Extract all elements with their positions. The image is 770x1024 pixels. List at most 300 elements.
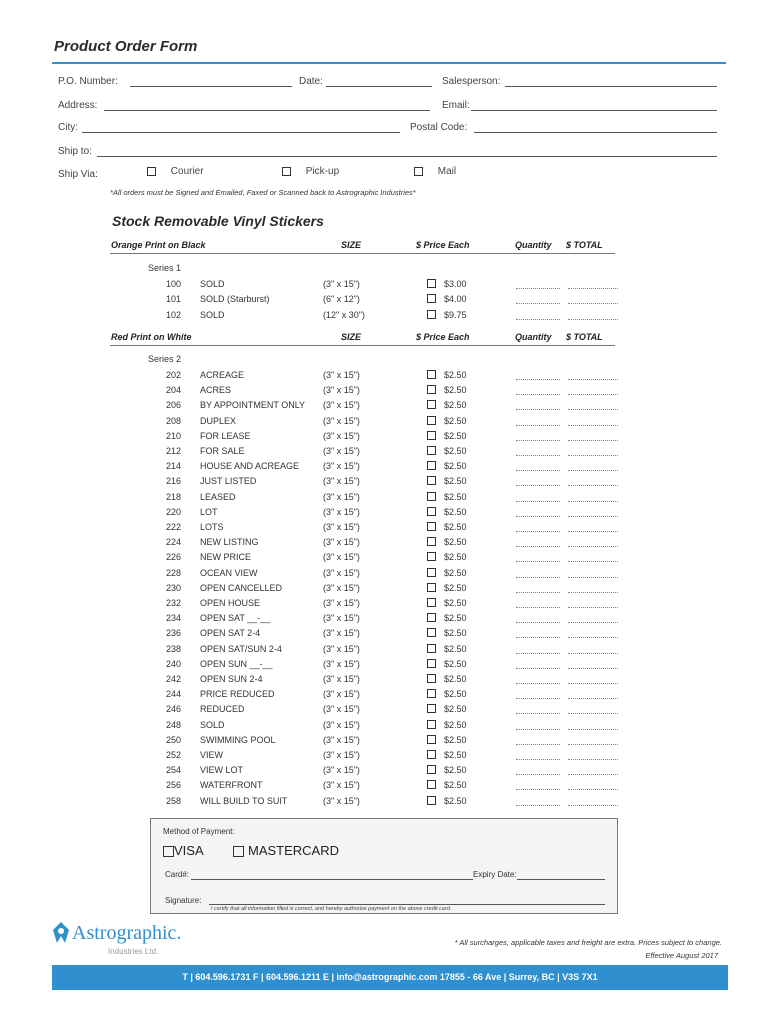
- salesperson-field[interactable]: [505, 86, 717, 87]
- item-price: $2.50: [444, 689, 467, 700]
- item-label: SOLD: [200, 309, 225, 320]
- quantity-field[interactable]: [516, 516, 560, 517]
- signature-field[interactable]: [209, 904, 605, 905]
- item-size: (12" x 30"): [323, 309, 365, 320]
- quantity-field[interactable]: [516, 759, 560, 760]
- item-checkbox[interactable]: [427, 461, 436, 470]
- quantity-field[interactable]: [516, 683, 560, 684]
- item-price: $2.50: [444, 491, 467, 502]
- item-number: 100: [165, 279, 181, 289]
- pickup-label: Pick-up: [305, 166, 340, 177]
- item-checkbox[interactable]: [427, 370, 436, 379]
- total-field[interactable]: [568, 501, 618, 502]
- quantity-field[interactable]: [516, 409, 560, 410]
- total-field[interactable]: [568, 303, 618, 304]
- email-label: Email:: [442, 100, 470, 111]
- item-size: (3" x 15"): [323, 279, 360, 289]
- series1-label: Series 1: [148, 263, 182, 273]
- quantity-field[interactable]: [516, 577, 560, 578]
- item-label: LEASED: [200, 491, 236, 502]
- group1-heading: Orange Print on Black: [111, 240, 206, 250]
- item-price: $2.50: [444, 415, 467, 426]
- expiry-date-field[interactable]: [517, 879, 605, 880]
- quantity-field[interactable]: [516, 592, 560, 593]
- item-row: [0, 628, 770, 643]
- item-size: (3" x 15"): [323, 461, 360, 472]
- item-number: 256: [165, 780, 181, 791]
- payment-method-label: Method of Payment:: [163, 827, 235, 836]
- item-label: WILL BUILD TO SUIT: [200, 795, 288, 806]
- item-number: 236: [165, 628, 181, 639]
- item-number: 206: [165, 400, 181, 411]
- series2-label: Series 2: [148, 354, 182, 364]
- item-checkbox[interactable]: [427, 720, 436, 729]
- item-checkbox[interactable]: [427, 400, 436, 409]
- section-title: Stock Removable Vinyl Stickers: [112, 213, 324, 229]
- ship-mail-option[interactable]: [414, 166, 456, 177]
- item-price: $2.50: [444, 567, 467, 578]
- item-price: $2.50: [444, 734, 467, 745]
- quantity-field[interactable]: [516, 607, 560, 608]
- item-price: $3.00: [444, 279, 467, 289]
- item-checkbox[interactable]: [427, 628, 436, 637]
- item-number: 258: [165, 795, 181, 806]
- group2-heading: Red Print on White: [111, 332, 192, 342]
- item-row: [0, 310, 770, 325]
- date-field[interactable]: [326, 86, 432, 87]
- item-checkbox[interactable]: [427, 522, 436, 531]
- item-price: $2.50: [444, 385, 467, 396]
- item-size: (3" x 15"): [323, 704, 360, 715]
- item-price: $2.50: [444, 430, 467, 441]
- item-size: (3" x 15"): [323, 476, 360, 487]
- total-field[interactable]: [568, 470, 618, 471]
- item-label: LOTS: [200, 522, 224, 532]
- ship-via-label: Ship Via:: [58, 169, 98, 180]
- total-field[interactable]: [568, 744, 618, 745]
- visa-option[interactable]: [163, 843, 204, 858]
- submission-note: *All orders must be Signed and Emailed, Faxed or Scanned back to Astrographic Industries*: [110, 188, 416, 197]
- item-price: $2.50: [444, 780, 467, 791]
- item-label: SOLD: [200, 279, 225, 289]
- item-number: 210: [165, 430, 181, 441]
- total-field[interactable]: [568, 440, 618, 441]
- item-price: $4.00: [444, 294, 467, 305]
- total-field[interactable]: [568, 319, 618, 320]
- item-label: SWIMMING POOL: [200, 734, 276, 745]
- total-field[interactable]: [568, 759, 618, 760]
- quantity-field[interactable]: [516, 805, 560, 806]
- item-row: [0, 279, 770, 294]
- item-checkbox[interactable]: [427, 507, 436, 516]
- item-checkbox[interactable]: [427, 492, 436, 501]
- item-size: (3" x 15"): [323, 719, 360, 730]
- item-price: $2.50: [444, 537, 467, 548]
- logo-subtitle: Industries Ltd.: [108, 947, 159, 956]
- item-label: DUPLEX: [200, 415, 237, 426]
- item-number: 218: [165, 491, 181, 502]
- quantity-field[interactable]: [516, 425, 560, 426]
- header-rule: [110, 345, 615, 346]
- item-price: $2.50: [444, 674, 467, 684]
- item-row: [0, 598, 770, 613]
- mastercard-option[interactable]: [233, 843, 339, 858]
- total-header: $ TOTAL: [566, 240, 603, 250]
- price-each-header: $ Price Each: [416, 240, 470, 250]
- item-size: (3" x 15"): [323, 567, 360, 578]
- quantity-header: Quantity: [515, 240, 552, 250]
- item-size: (3" x 15"): [323, 506, 360, 517]
- total-field[interactable]: [568, 592, 618, 593]
- item-price: $2.50: [444, 628, 467, 639]
- item-size: (3" x 15"): [323, 643, 360, 654]
- quantity-field[interactable]: [516, 668, 560, 669]
- total-field[interactable]: [568, 698, 618, 699]
- item-row: [0, 492, 770, 507]
- quantity-field[interactable]: [516, 531, 560, 532]
- item-row: [0, 644, 770, 659]
- disclaimer-line2: Effective August 2017: [645, 951, 718, 960]
- item-label: SOLD (Starburst): [200, 294, 270, 305]
- item-label: LOT: [200, 506, 218, 517]
- item-checkbox[interactable]: [427, 659, 436, 668]
- total-field[interactable]: [568, 607, 618, 608]
- total-field[interactable]: [568, 561, 618, 562]
- item-price: $2.50: [444, 643, 467, 654]
- total-field[interactable]: [568, 789, 618, 790]
- item-label: BY APPOINTMENT ONLY: [200, 400, 306, 411]
- signature-label: Signature:: [165, 896, 202, 905]
- item-label: VIEW LOT: [200, 765, 244, 776]
- mastercard-checkbox[interactable]: [233, 846, 244, 857]
- item-checkbox[interactable]: [427, 310, 436, 319]
- price-each-header: $ Price Each: [416, 332, 470, 342]
- item-checkbox[interactable]: [427, 613, 436, 622]
- visa-label: VISA: [174, 843, 204, 858]
- item-label: OPEN HOUSE: [200, 598, 261, 608]
- item-checkbox[interactable]: [427, 446, 436, 455]
- total-field[interactable]: [568, 516, 618, 517]
- item-size: (3" x 15"): [323, 750, 360, 760]
- item-size: (3" x 15"): [323, 628, 360, 639]
- item-label: WATERFRONT: [200, 780, 263, 791]
- po-number-field[interactable]: [130, 86, 292, 87]
- item-price: $2.50: [444, 506, 467, 517]
- item-price: $2.50: [444, 522, 467, 532]
- item-size: (3" x 15"): [323, 795, 360, 806]
- quantity-field[interactable]: [516, 729, 560, 730]
- item-size: (3" x 15"): [323, 430, 360, 441]
- item-checkbox[interactable]: [427, 537, 436, 546]
- item-size: (3" x 15"): [323, 446, 360, 456]
- item-number: 232: [165, 598, 181, 608]
- item-label: NEW PRICE: [200, 552, 252, 563]
- address-field[interactable]: [104, 110, 430, 111]
- total-field[interactable]: [568, 425, 618, 426]
- item-checkbox[interactable]: [427, 583, 436, 592]
- mail-label: Mail: [437, 166, 457, 177]
- item-row: [0, 507, 770, 522]
- item-price: $2.50: [444, 750, 467, 760]
- item-price: $2.50: [444, 719, 467, 730]
- item-label: FOR SALE: [200, 446, 245, 456]
- total-field[interactable]: [568, 805, 618, 806]
- item-row: [0, 704, 770, 719]
- email-field[interactable]: [471, 110, 717, 111]
- item-number: 208: [165, 415, 181, 426]
- quantity-field[interactable]: [516, 485, 560, 486]
- total-field[interactable]: [568, 774, 618, 775]
- item-row: [0, 400, 770, 415]
- item-size: (3" x 15"): [323, 491, 360, 502]
- item-price: $2.50: [444, 370, 467, 380]
- item-checkbox[interactable]: [427, 476, 436, 485]
- quantity-field[interactable]: [516, 440, 560, 441]
- quantity-field[interactable]: [516, 744, 560, 745]
- payment-box: [150, 818, 618, 914]
- total-field[interactable]: [568, 713, 618, 714]
- item-price: $2.50: [444, 461, 467, 472]
- quantity-field[interactable]: [516, 713, 560, 714]
- total-field[interactable]: [568, 729, 618, 730]
- item-label: ACREAGE: [200, 370, 245, 380]
- item-price: $2.50: [444, 598, 467, 608]
- item-price: $2.50: [444, 795, 467, 806]
- contact-footer: T | 604.596.1731 F | 604.596.1211 E | info@astrographic.com 17855 - 66 Ave | Surrey, BC | V3S 7X1: [52, 965, 728, 990]
- total-field[interactable]: [568, 288, 618, 289]
- item-checkbox[interactable]: [427, 598, 436, 607]
- item-checkbox[interactable]: [427, 796, 436, 805]
- total-field[interactable]: [568, 485, 618, 486]
- item-label: PRICE REDUCED: [200, 689, 275, 700]
- item-number: 216: [165, 476, 181, 487]
- item-row: [0, 537, 770, 552]
- total-field[interactable]: [568, 531, 618, 532]
- item-checkbox[interactable]: [427, 552, 436, 561]
- item-number: 250: [165, 734, 181, 745]
- item-row: [0, 568, 770, 583]
- quantity-field[interactable]: [516, 546, 560, 547]
- quantity-field[interactable]: [516, 455, 560, 456]
- total-field[interactable]: [568, 455, 618, 456]
- item-checkbox[interactable]: [427, 765, 436, 774]
- item-checkbox[interactable]: [427, 750, 436, 759]
- item-size: (6" x 12"): [323, 294, 360, 305]
- total-field[interactable]: [568, 546, 618, 547]
- item-price: $2.50: [444, 552, 467, 563]
- total-field[interactable]: [568, 653, 618, 654]
- item-row: [0, 446, 770, 461]
- disclaimer-line1: * All surcharges, applicable taxes and freight are extra. Prices subject to change.: [454, 938, 722, 947]
- item-row: [0, 689, 770, 704]
- postal-code-field[interactable]: [474, 132, 717, 133]
- total-field[interactable]: [568, 409, 618, 410]
- item-label: OPEN SUN __-__: [200, 658, 273, 669]
- total-header: $ TOTAL: [566, 332, 603, 342]
- card-number-field[interactable]: [191, 879, 473, 880]
- item-size: (3" x 15"): [323, 598, 360, 608]
- item-size: (3" x 15"): [323, 613, 360, 624]
- ship-to-field[interactable]: [97, 156, 717, 157]
- item-number: 238: [165, 643, 181, 654]
- item-number: 244: [165, 689, 181, 700]
- visa-checkbox[interactable]: [163, 846, 174, 857]
- item-checkbox[interactable]: [427, 568, 436, 577]
- item-row: [0, 522, 770, 537]
- item-checkbox[interactable]: [427, 431, 436, 440]
- item-price: $2.50: [444, 582, 467, 593]
- quantity-field[interactable]: [516, 622, 560, 623]
- title-rule: [52, 62, 726, 64]
- item-size: (3" x 15"): [323, 400, 360, 411]
- item-size: (3" x 15"): [323, 522, 360, 532]
- city-field[interactable]: [82, 132, 400, 133]
- city-label: City:: [58, 122, 78, 133]
- item-checkbox[interactable]: [427, 674, 436, 683]
- item-row: [0, 294, 770, 309]
- item-size: (3" x 15"): [323, 537, 360, 548]
- item-checkbox[interactable]: [427, 279, 436, 288]
- item-size: (3" x 15"): [323, 765, 360, 776]
- quantity-field[interactable]: [516, 319, 560, 320]
- item-number: 234: [165, 613, 181, 624]
- date-label: Date:: [299, 76, 323, 87]
- item-row: [0, 431, 770, 446]
- total-field[interactable]: [568, 622, 618, 623]
- total-field[interactable]: [568, 379, 618, 380]
- item-label: VIEW: [200, 750, 224, 760]
- item-size: (3" x 15"): [323, 415, 360, 426]
- quantity-field[interactable]: [516, 789, 560, 790]
- item-size: (3" x 15"): [323, 689, 360, 700]
- ship-pickup-option[interactable]: [282, 166, 339, 177]
- item-number: 214: [165, 461, 181, 472]
- item-label: OPEN SAT 2-4: [200, 628, 261, 639]
- item-row: [0, 552, 770, 567]
- total-field[interactable]: [568, 683, 618, 684]
- size-header: SIZE: [341, 240, 362, 250]
- item-row: [0, 796, 770, 811]
- total-field[interactable]: [568, 577, 618, 578]
- quantity-field[interactable]: [516, 561, 560, 562]
- total-field[interactable]: [568, 637, 618, 638]
- courier-checkbox[interactable]: [147, 167, 156, 176]
- item-row: [0, 416, 770, 431]
- item-label: FOR LEASE: [200, 430, 251, 441]
- item-number: 202: [165, 370, 181, 380]
- item-checkbox[interactable]: [427, 385, 436, 394]
- item-label: HOUSE AND ACREAGE: [200, 461, 300, 472]
- quantity-field[interactable]: [516, 394, 560, 395]
- item-label: NEW LISTING: [200, 537, 259, 548]
- item-label: OPEN CANCELLED: [200, 582, 283, 593]
- item-label: JUST LISTED: [200, 476, 257, 487]
- item-checkbox[interactable]: [427, 704, 436, 713]
- item-label: OPEN SUN 2-4: [200, 674, 263, 684]
- address-label: Address:: [58, 100, 98, 111]
- total-field[interactable]: [568, 394, 618, 395]
- certify-text: I certify that all information filled is correct, and hereby authorize payment on the above credit card.: [211, 906, 452, 912]
- item-size: (3" x 15"): [323, 385, 360, 396]
- item-row: [0, 720, 770, 735]
- item-number: 204: [165, 385, 181, 396]
- item-row: [0, 750, 770, 765]
- item-row: [0, 370, 770, 385]
- pickup-checkbox[interactable]: [282, 167, 291, 176]
- quantity-field[interactable]: [516, 288, 560, 289]
- ship-to-label: Ship to:: [58, 146, 92, 157]
- item-row: [0, 780, 770, 795]
- item-checkbox[interactable]: [427, 644, 436, 653]
- item-checkbox[interactable]: [427, 780, 436, 789]
- item-number: 101: [165, 294, 181, 305]
- item-row: [0, 659, 770, 674]
- item-number: 102: [165, 309, 181, 320]
- item-price: $2.50: [444, 400, 467, 411]
- item-price: $2.50: [444, 476, 467, 487]
- item-size: (3" x 15"): [323, 370, 360, 380]
- quantity-field[interactable]: [516, 698, 560, 699]
- item-label: REDUCED: [200, 704, 245, 715]
- total-field[interactable]: [568, 668, 618, 669]
- item-row: [0, 735, 770, 750]
- item-number: 240: [165, 658, 181, 669]
- item-number: 246: [165, 704, 181, 715]
- item-number: 228: [165, 567, 181, 578]
- quantity-field[interactable]: [516, 379, 560, 380]
- mail-checkbox[interactable]: [414, 167, 423, 176]
- salesperson-label: Salesperson:: [442, 76, 501, 87]
- item-row: [0, 765, 770, 780]
- item-checkbox[interactable]: [427, 294, 436, 303]
- item-price: $2.50: [444, 704, 467, 715]
- item-number: 212: [165, 446, 181, 456]
- size-header: SIZE: [341, 332, 362, 342]
- courier-label: Courier: [170, 166, 204, 177]
- ship-courier-option[interactable]: [147, 166, 204, 177]
- item-number: 254: [165, 765, 181, 776]
- item-number: 220: [165, 506, 181, 517]
- item-size: (3" x 15"): [323, 582, 360, 593]
- quantity-field[interactable]: [516, 653, 560, 654]
- item-label: ACRES: [200, 385, 232, 396]
- quantity-field[interactable]: [516, 470, 560, 471]
- quantity-field[interactable]: [516, 774, 560, 775]
- form-title: Product Order Form: [54, 38, 198, 55]
- item-price: $9.75: [444, 309, 467, 320]
- item-label: SOLD: [200, 719, 225, 730]
- item-checkbox[interactable]: [427, 735, 436, 744]
- quantity-field[interactable]: [516, 303, 560, 304]
- item-size: (3" x 15"): [323, 552, 360, 563]
- item-number: 226: [165, 552, 181, 563]
- postal-code-label: Postal Code:: [410, 122, 468, 133]
- quantity-field[interactable]: [516, 501, 560, 502]
- item-size: (3" x 15"): [323, 780, 360, 791]
- item-checkbox[interactable]: [427, 416, 436, 425]
- astrographic-logo-icon: [52, 922, 70, 949]
- item-label: OCEAN VIEW: [200, 567, 258, 578]
- item-price: $2.50: [444, 658, 467, 669]
- item-row: [0, 583, 770, 598]
- quantity-field[interactable]: [516, 637, 560, 638]
- item-price: $2.50: [444, 446, 467, 456]
- item-checkbox[interactable]: [427, 689, 436, 698]
- item-number: 224: [165, 537, 181, 548]
- item-number: 242: [165, 674, 181, 684]
- item-label: OPEN SAT/SUN 2-4: [200, 643, 282, 654]
- item-row: [0, 385, 770, 400]
